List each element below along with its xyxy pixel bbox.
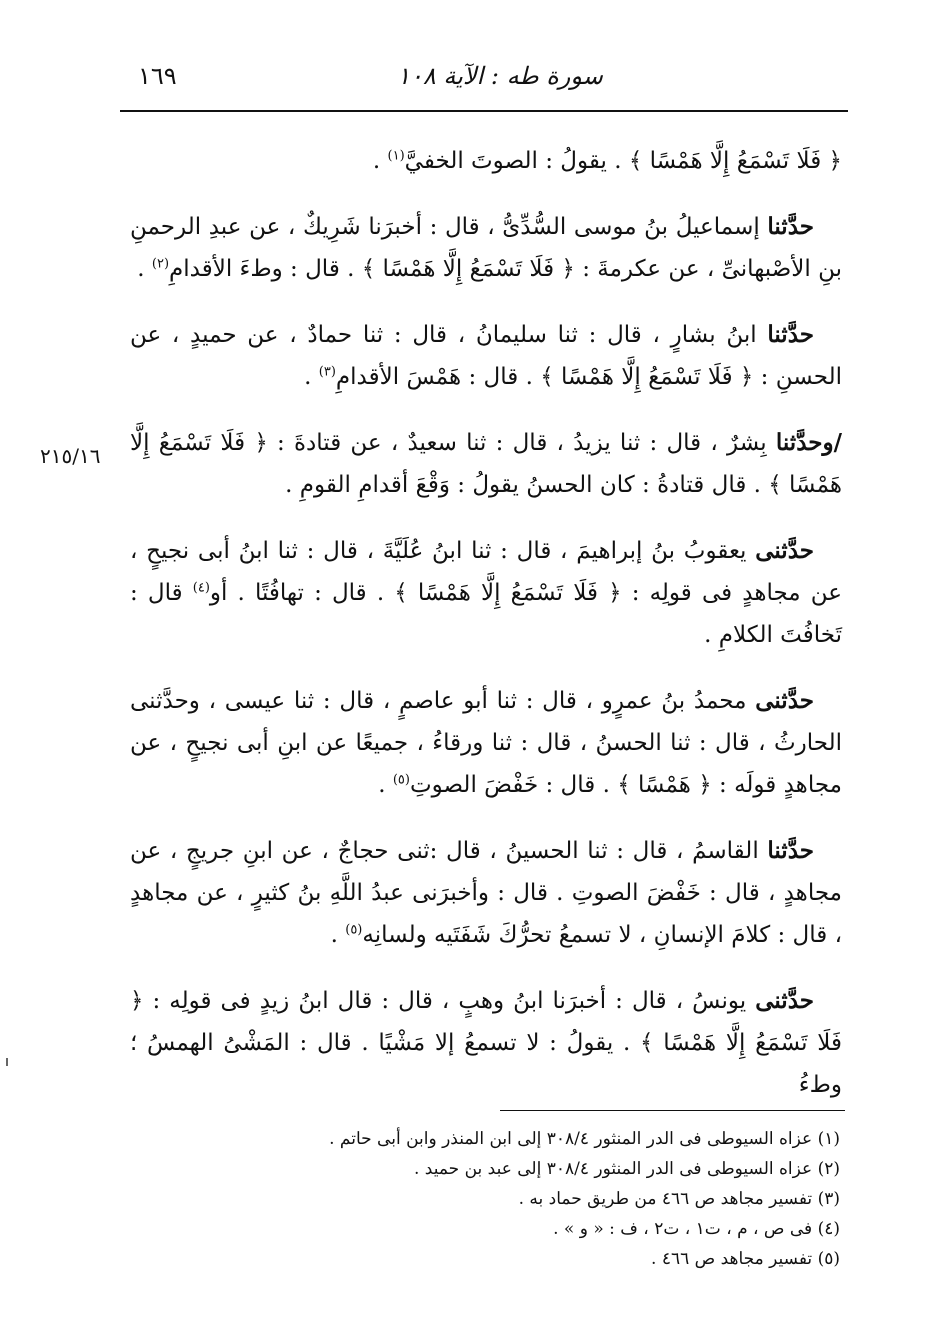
paragraph-lead: حدَّثنى [755, 987, 814, 1014]
page-number: ١٦٩ [138, 62, 177, 90]
footnotes [300, 1124, 840, 1274]
paragraph-tail: . [137, 256, 152, 282]
footnote-marker: (٢) [151, 256, 170, 272]
paragraph-text: محمدُ بنُ عمرٍو ، قال : ثنا أبو عاصمٍ ، قال : ثنا عيسى ، وحدَّثنى الحارثُ ، قال : ثنا الحسنُ ، قال : ثنا ورقاءُ ، جميعًا عن ابنِ أبى نجيحٍ ، عن مجاهدٍ قولَه : ﴿ هَمْسًا ﴾ . قال : خَفْضَ الصوتِ [130, 688, 842, 798]
paragraph [130, 314, 842, 398]
footnote: (١) عزاه السيوطى فى الدر المنثور ٣٠٨/٤ إلى ابن المنذر وابن أبى حاتم . [329, 1129, 840, 1149]
footnote: (٣) تفسير مجاهد ص ٤٦٦ من طريق حماد به . [518, 1189, 840, 1209]
paragraph [130, 680, 842, 806]
footnote: (٤) فى ص ، م ، ت١ ، ت٢ ، ف : « و » . [553, 1219, 840, 1239]
paragraph-text: يعقوبُ بنُ إبراهيمَ ، قال : ثنا ابنُ عُلَيَّةَ ، قال : ثنا ابنُ أبى نجيحٍ ، عن مجاهدٍ فى قولِه : ﴿ فَلَا تَسْمَعُ إِلَّا هَمْسًا ﴾ . قال : تهافُتًا . أو [130, 538, 842, 606]
paragraph-lead: حدَّثنى [755, 687, 814, 714]
margin-reference: ٢١٥/١٦ [40, 444, 101, 468]
paragraph [130, 140, 842, 182]
header-divider [120, 110, 848, 112]
paragraph [130, 830, 842, 956]
footnote: (٢) عزاه السيوطى فى الدر المنثور ٣٠٨/٤ إلى عبد بن حميد . [413, 1159, 840, 1179]
paragraph-text: يونسُ ، قال : أخبرَنا ابنُ وهبٍ ، قال : قال ابنُ زيدٍ فى قولِه : ﴿ فَلَا تَسْمَعُ إِلَّا هَمْسًا ﴾ . يقولُ : لا تسمعُ إلا مَشْيًا . قال : المَشْىُ الهمسُ ؛ وطءُ [130, 988, 842, 1098]
footnote-marker: (٥) [345, 922, 363, 938]
scan-mark [6, 1058, 8, 1066]
paragraph-lead: حدَّثنا [767, 837, 814, 864]
footnote-marker: (٥) [392, 772, 410, 788]
paragraph-lead: حدَّثنى [755, 537, 814, 564]
paragraph [130, 206, 842, 290]
paragraph-tail: . [330, 922, 346, 948]
main-text [130, 140, 842, 1130]
paragraph-lead: /وحدَّثنا [775, 429, 842, 456]
paragraph [130, 422, 842, 506]
paragraph [130, 980, 842, 1106]
running-title: سورة طه : الآية ١٠٨ [397, 62, 603, 90]
paragraph [130, 530, 842, 656]
footnote-marker: (٤) [192, 580, 210, 596]
page-header [120, 58, 848, 98]
paragraph-tail: . [378, 772, 393, 798]
paragraph-tail: . [372, 148, 388, 174]
paragraph-text: إسماعيلُ بنُ موسى السُّدِّىُّ ، قال : أخبرَنا شَرِيكٌ ، عن عبدِ الرحمنِ بنِ الأصْبهانىِّ ، عن عكرمةَ : ﴿ فَلَا تَسْمَعُ إِلَّا هَمْسًا ﴾ . قال : وطءَ الأقدامِ [130, 214, 842, 282]
paragraph-tail: . [304, 364, 319, 390]
paragraph-lead: حدَّثنا [767, 213, 814, 240]
paragraph-text: ابنُ بشارٍ ، قال : ثنا سليمانُ ، قال : ثنا حمادٌ ، عن حميدٍ ، عن الحسنِ : ﴿ فَلَا تَسْمَعُ إِلَّا هَمْسًا ﴾ . قال : هَمْسَ الأقدامِ [130, 322, 842, 390]
footnote-marker: (٣) [318, 364, 336, 380]
paragraph-lead: حدَّثنا [767, 321, 814, 348]
paragraph-tail: قال : تَخافُتَ الكلامِ . [130, 580, 842, 648]
footnote-divider [500, 1110, 845, 1111]
paragraph-text: بِشرٌ ، قال : ثنا يزيدُ ، قال : ثنا سعيدٌ ، عن قتادةَ : ﴿ فَلَا تَسْمَعُ إِلَّا هَمْسًا ﴾ . قال قتادةُ : كان الحسنُ يقولُ : وَقْعَ أقدامِ القومِ . [130, 430, 842, 498]
paragraph-text: ﴿ فَلَا تَسْمَعُ إِلَّا هَمْسًا ﴾ . يقولُ : الصوتَ الخفيَّ [404, 148, 842, 174]
footnote-marker: (١) [387, 148, 405, 164]
paragraph-text: القاسمُ ، قال : ثنا الحسينُ ، قال :ثنى حجاجٌ ، عن ابنِ جريجٍ ، عن مجاهدٍ ، قال : خَفْضَ الصوتِ . قال : وأخبرَنى عبدُ اللَّهِ بنُ كثيرٍ ، عن مجاهدٍ ، قال : كلامَ الإنسانِ ، لا تسمعُ تحرُّكَ شَفَتَيه ولسانِه [130, 838, 842, 948]
footnote: (٥) تفسير مجاهد ص ٤٦٦ . [651, 1249, 840, 1269]
